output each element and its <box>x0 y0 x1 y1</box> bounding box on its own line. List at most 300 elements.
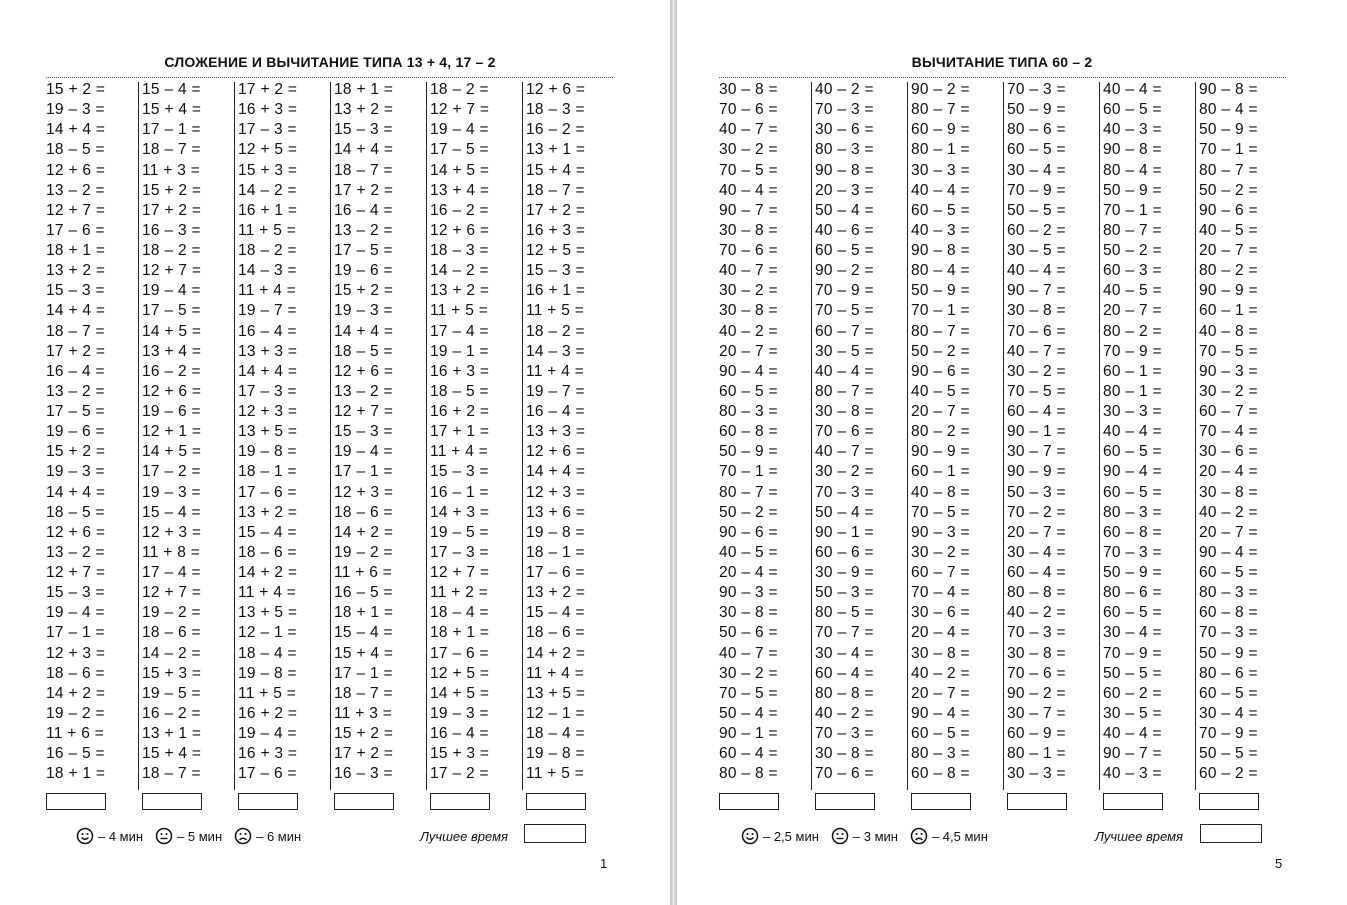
math-problem: 11 + 3 = <box>334 704 393 722</box>
column-time-box[interactable] <box>911 793 971 810</box>
math-problem: 60 – 4 = <box>1007 403 1066 420</box>
math-problem: 40 – 2 = <box>719 322 778 340</box>
math-problem: 70 – 6 = <box>719 242 778 259</box>
math-problem: 13 – 2 = <box>46 181 105 199</box>
math-problem: 70 – 1 = <box>911 302 970 320</box>
best-time-box[interactable] <box>1200 824 1262 843</box>
math-problem: 70 – 5 = <box>911 503 970 521</box>
math-problem: 17 – 2 = <box>142 463 201 481</box>
math-problem: 11 + 4 = <box>430 443 489 461</box>
math-problem: 70 – 3 = <box>815 725 874 742</box>
math-problem: 90 – 3 = <box>911 523 970 541</box>
math-problem: 60 – 4 = <box>1007 564 1066 581</box>
math-problem: 90 – 8 = <box>1199 81 1258 98</box>
math-problem: 13 + 1 = <box>142 725 202 742</box>
math-problem: 60 – 2 = <box>1199 765 1258 783</box>
math-problem: 40 – 5 = <box>911 382 970 400</box>
math-problem: 50 – 5 = <box>1103 664 1162 682</box>
math-problem: 30 – 8 = <box>1199 483 1258 501</box>
math-problem: 12 + 6 = <box>334 362 394 380</box>
math-problem: 13 + 5 = <box>238 423 298 441</box>
math-problem: 12 + 5 = <box>526 242 586 259</box>
math-problem: 30 – 2 = <box>719 282 778 300</box>
math-problem: 13 + 3 = <box>526 423 586 441</box>
column-time-box[interactable] <box>46 793 106 810</box>
math-problem: 17 – 6 = <box>46 221 105 239</box>
math-problem: 20 – 4 = <box>719 564 778 581</box>
math-problem: 19 – 4 = <box>142 282 201 300</box>
math-problem: 80 – 8 = <box>815 684 874 702</box>
problem-column-4 <box>1007 80 1095 790</box>
page-number: 1 <box>600 856 608 871</box>
math-problem: 17 – 1 = <box>142 121 201 139</box>
math-problem: 17 + 1 = <box>430 423 490 441</box>
best-time-label: Лучшее время <box>420 829 508 844</box>
math-problem: 80 – 7 = <box>719 483 778 501</box>
math-problem: 15 – 4 = <box>526 604 585 622</box>
math-problem: 19 – 5 = <box>142 684 201 702</box>
math-problem: 12 + 6 = <box>526 443 586 461</box>
math-problem: 80 – 7 = <box>1199 161 1258 179</box>
legend-item <box>831 827 898 845</box>
math-problem: 90 – 4 = <box>911 704 970 722</box>
math-problem: 30 – 5 = <box>1103 704 1162 722</box>
math-problem: 60 – 5 = <box>1199 684 1258 702</box>
math-problem: 16 – 4 = <box>238 322 297 340</box>
math-problem: 20 – 4 = <box>1199 463 1258 481</box>
math-problem: 70 – 1 = <box>1103 201 1162 219</box>
page-title: ВЫЧИТАНИЕ ТИПА 60 – 2 <box>911 54 1093 70</box>
math-problem: 15 – 4 = <box>238 523 297 541</box>
math-problem: 13 – 2 = <box>46 382 105 400</box>
math-problem: 17 – 2 = <box>430 765 489 783</box>
math-problem: 19 – 3 = <box>334 302 393 320</box>
math-problem: 17 – 6 = <box>526 564 585 581</box>
math-problem: 15 – 3 = <box>46 282 105 300</box>
math-problem: 15 – 3 = <box>46 584 105 602</box>
math-problem: 17 + 2 = <box>526 201 586 219</box>
math-problem: 17 + 2 = <box>142 201 202 219</box>
math-problem: 18 – 5 = <box>46 141 105 159</box>
column-time-box[interactable] <box>238 793 298 810</box>
math-problem: 13 + 5 = <box>238 604 298 622</box>
math-problem: 12 + 6 = <box>430 221 490 239</box>
smile-face-icon <box>76 827 94 845</box>
math-problem: 12 + 7 = <box>430 101 490 119</box>
math-problem: 17 – 5 = <box>142 302 201 320</box>
math-problem: 20 – 7 = <box>1199 242 1258 259</box>
math-problem: 90 – 4 = <box>719 362 778 380</box>
best-time-label: Лучшее время <box>1095 829 1183 844</box>
math-problem: 17 – 3 = <box>238 121 297 139</box>
math-problem: 16 + 2 = <box>238 704 298 722</box>
math-problem: 60 – 9 = <box>1007 725 1066 742</box>
math-problem: 16 – 4 = <box>430 725 489 742</box>
math-problem: 30 – 3 = <box>1103 403 1162 420</box>
math-problem: 80 – 6 = <box>1199 664 1258 682</box>
math-problem: 18 + 1 = <box>46 242 106 259</box>
math-problem: 30 – 8 = <box>719 81 778 98</box>
math-problem: 90 – 3 = <box>1199 362 1258 380</box>
math-problem: 16 – 4 = <box>334 201 393 219</box>
math-problem: 15 + 4 = <box>142 101 202 119</box>
time-legend <box>741 827 1000 845</box>
math-problem: 17 – 6 = <box>238 483 297 501</box>
math-problem: 18 + 1 = <box>430 624 490 642</box>
column-time-box[interactable] <box>1007 793 1067 810</box>
math-problem: 19 – 3 = <box>142 483 201 501</box>
math-problem: 50 – 3 = <box>815 584 874 602</box>
math-problem: 15 + 2 = <box>46 81 106 98</box>
math-problem: 40 – 7 = <box>719 262 778 280</box>
math-problem: 60 – 5 = <box>1103 101 1162 119</box>
math-problem: 15 – 4 = <box>142 503 201 521</box>
math-problem: 40 – 2 = <box>1007 604 1066 622</box>
math-problem: 14 – 2 = <box>238 181 297 199</box>
math-problem: 80 – 3 = <box>815 141 874 159</box>
math-problem: 70 – 9 = <box>1007 181 1066 199</box>
math-problem: 40 – 3 = <box>1103 765 1162 783</box>
math-problem: 11 + 5 = <box>238 221 297 239</box>
math-problem: 40 – 2 = <box>911 664 970 682</box>
math-problem: 17 – 6 = <box>238 765 297 783</box>
math-problem: 40 – 8 = <box>1199 322 1258 340</box>
math-problem: 14 – 3 = <box>238 262 297 280</box>
math-problem: 30 – 4 = <box>815 644 874 662</box>
math-problem: 19 – 3 = <box>430 704 489 722</box>
math-problem: 19 – 2 = <box>46 704 105 722</box>
math-problem: 40 – 2 = <box>815 81 874 98</box>
math-problem: 18 – 4 = <box>430 604 489 622</box>
math-problem: 14 + 4 = <box>334 141 394 159</box>
math-problem: 11 + 8 = <box>142 543 201 561</box>
math-problem: 80 – 8 = <box>1007 584 1066 602</box>
math-problem: 14 + 4 = <box>46 302 106 320</box>
math-problem: 19 – 7 = <box>238 302 297 320</box>
math-problem: 14 – 2 = <box>142 644 201 662</box>
best-time-box[interactable] <box>524 824 586 843</box>
math-problem: 19 – 3 = <box>46 463 105 481</box>
math-problem: 13 – 2 = <box>334 221 393 239</box>
neutral-face-icon <box>155 827 173 845</box>
book-gutter <box>670 0 677 905</box>
math-problem: 30 – 2 = <box>1199 382 1258 400</box>
neutral-face-icon <box>831 827 849 845</box>
math-problem: 18 – 6 = <box>526 624 585 642</box>
math-problem: 13 + 4 = <box>142 342 202 360</box>
math-problem: 18 – 7 = <box>142 765 201 783</box>
math-problem: 80 – 6 = <box>1007 121 1066 139</box>
math-problem: 50 – 6 = <box>719 624 778 642</box>
math-problem: 13 + 2 = <box>238 503 298 521</box>
math-problem: 18 – 2 = <box>142 242 201 259</box>
title-divider <box>719 77 1286 78</box>
math-problem: 14 + 2 = <box>238 564 298 581</box>
math-problem: 13 + 2 = <box>334 101 394 119</box>
math-problem: 14 + 4 = <box>526 463 586 481</box>
math-problem: 18 + 1 = <box>334 604 394 622</box>
math-problem: 18 + 1 = <box>334 81 394 98</box>
math-problem: 30 – 2 = <box>719 141 778 159</box>
math-problem: 17 + 2 = <box>334 181 394 199</box>
math-problem: 70 – 5 = <box>1007 382 1066 400</box>
math-problem: 70 – 1 = <box>719 463 778 481</box>
math-problem: 13 – 2 = <box>46 543 105 561</box>
math-problem: 17 – 5 = <box>334 242 393 259</box>
legend-time: – 4 мин <box>98 828 144 844</box>
math-problem: 70 – 6 = <box>719 101 778 119</box>
math-problem: 16 + 2 = <box>430 403 490 420</box>
problem-column-6 <box>526 80 614 790</box>
column-time-box[interactable] <box>719 793 779 810</box>
math-problem: 30 – 8 = <box>815 403 874 420</box>
math-problem: 30 – 2 = <box>1007 362 1066 380</box>
math-problem: 19 – 4 = <box>238 725 297 742</box>
legend-time: – 6 мин <box>256 828 302 844</box>
math-problem: 16 + 3 = <box>430 362 490 380</box>
math-problem: 60 – 7 = <box>1199 403 1258 420</box>
math-problem: 80 – 1 = <box>1103 382 1162 400</box>
math-problem: 13 + 1 = <box>526 141 586 159</box>
math-problem: 19 – 1 = <box>430 342 489 360</box>
math-problem: 17 – 3 = <box>430 543 489 561</box>
math-problem: 60 – 5 = <box>1103 604 1162 622</box>
math-problem: 40 – 4 = <box>815 362 874 380</box>
math-problem: 15 + 2 = <box>142 181 202 199</box>
math-problem: 70 – 9 = <box>1103 644 1162 662</box>
math-problem: 13 + 6 = <box>526 503 586 521</box>
math-problem: 60 – 5 = <box>1007 141 1066 159</box>
column-time-box[interactable] <box>526 793 586 810</box>
math-problem: 18 – 6 = <box>334 503 393 521</box>
problem-column-1 <box>46 80 134 790</box>
math-problem: 15 + 4 = <box>334 644 394 662</box>
math-problem: 70 – 1 = <box>1199 141 1258 159</box>
legend-item <box>741 827 819 845</box>
math-problem: 18 – 7 = <box>334 161 393 179</box>
math-problem: 90 – 9 = <box>1007 463 1066 481</box>
page-title: СЛОЖЕНИЕ И ВЫЧИТАНИЕ ТИПА 13 + 4, 17 – 2 <box>164 54 496 70</box>
math-problem: 70 – 9 = <box>815 282 874 300</box>
math-problem: 17 – 1 = <box>334 463 393 481</box>
math-problem: 12 + 3 = <box>334 483 394 501</box>
math-problem: 40 – 7 = <box>719 644 778 662</box>
problem-column-4 <box>334 80 422 790</box>
math-problem: 18 – 1 = <box>238 463 297 481</box>
math-problem: 90 – 1 = <box>719 725 778 742</box>
math-problem: 15 – 4 = <box>142 81 201 98</box>
math-problem: 16 + 3 = <box>238 101 298 119</box>
math-problem: 60 – 6 = <box>815 543 874 561</box>
math-problem: 30 – 8 = <box>815 745 874 763</box>
math-problem: 19 – 8 = <box>526 523 585 541</box>
math-problem: 50 – 3 = <box>1007 483 1066 501</box>
math-problem: 18 – 7 = <box>334 684 393 702</box>
problem-column-6 <box>1199 80 1287 790</box>
math-problem: 30 – 2 = <box>815 463 874 481</box>
column-time-box[interactable] <box>1199 793 1259 810</box>
math-problem: 15 + 3 = <box>142 664 202 682</box>
math-problem: 40 – 6 = <box>815 221 874 239</box>
math-problem: 50 – 4 = <box>815 503 874 521</box>
math-problem: 18 – 4 = <box>526 725 585 742</box>
math-problem: 60 – 1 = <box>911 463 970 481</box>
math-problem: 60 – 4 = <box>815 664 874 682</box>
problem-column-5 <box>1103 80 1191 790</box>
legend-item <box>910 827 988 845</box>
math-problem: 30 – 8 = <box>719 221 778 239</box>
math-problem: 12 + 7 = <box>46 564 106 581</box>
math-problem: 15 + 3 = <box>430 745 490 763</box>
math-problem: 90 – 8 = <box>815 161 874 179</box>
problem-column-3 <box>238 80 326 790</box>
math-problem: 12 + 7 = <box>430 564 490 581</box>
column-time-box[interactable] <box>815 793 875 810</box>
math-problem: 11 + 4 = <box>526 362 585 380</box>
math-problem: 11 + 4 = <box>238 584 297 602</box>
math-problem: 15 – 4 = <box>334 624 393 642</box>
sad-face-icon <box>234 827 252 845</box>
math-problem: 18 – 5 = <box>430 382 489 400</box>
math-problem: 70 – 9 = <box>1199 725 1258 742</box>
math-problem: 70 – 5 = <box>815 302 874 320</box>
math-problem: 15 – 3 = <box>430 463 489 481</box>
problem-column-1 <box>719 80 807 790</box>
math-problem: 14 + 3 = <box>430 503 490 521</box>
math-problem: 70 – 6 = <box>815 765 874 783</box>
math-problem: 19 – 4 = <box>334 443 393 461</box>
math-problem: 17 – 6 = <box>430 644 489 662</box>
math-problem: 19 – 5 = <box>430 523 489 541</box>
column-time-box[interactable] <box>430 793 490 810</box>
math-problem: 80 – 3 = <box>1103 503 1162 521</box>
math-problem: 90 – 7 = <box>1007 282 1066 300</box>
math-problem: 14 + 5 = <box>142 443 202 461</box>
math-problem: 12 + 7 = <box>334 403 394 420</box>
math-problem: 60 – 5 = <box>911 201 970 219</box>
math-problem: 19 – 7 = <box>526 382 585 400</box>
math-problem: 13 + 3 = <box>238 342 298 360</box>
math-problem: 19 – 2 = <box>142 604 201 622</box>
math-problem: 12 + 5 = <box>238 141 298 159</box>
math-problem: 80 – 3 = <box>911 745 970 763</box>
math-problem: 20 – 7 = <box>1103 302 1162 320</box>
math-problem: 60 – 4 = <box>719 745 778 763</box>
math-problem: 40 – 4 = <box>1103 423 1162 441</box>
math-problem: 30 – 8 = <box>1007 302 1066 320</box>
math-problem: 19 – 3 = <box>46 101 105 119</box>
math-problem: 18 – 2 = <box>238 242 297 259</box>
math-problem: 16 + 3 = <box>238 745 298 763</box>
math-problem: 80 – 4 = <box>1199 101 1258 119</box>
math-problem: 70 – 4 = <box>911 584 970 602</box>
math-problem: 18 – 7 = <box>46 322 105 340</box>
math-problem: 11 + 5 = <box>526 765 585 783</box>
math-problem: 30 – 4 = <box>1007 161 1066 179</box>
math-problem: 14 + 2 = <box>334 523 394 541</box>
math-problem: 70 – 3 = <box>1007 81 1066 98</box>
math-problem: 15 + 2 = <box>334 282 394 300</box>
math-problem: 90 – 2 = <box>815 262 874 280</box>
left-page <box>0 0 670 905</box>
math-problem: 16 – 4 = <box>46 362 105 380</box>
math-problem: 40 – 3 = <box>911 221 970 239</box>
math-problem: 40 – 7 = <box>719 121 778 139</box>
math-problem: 80 – 6 = <box>1103 584 1162 602</box>
column-time-box[interactable] <box>142 793 202 810</box>
math-problem: 80 – 3 = <box>1199 584 1258 602</box>
column-time-box[interactable] <box>334 793 394 810</box>
math-problem: 16 – 3 = <box>334 765 393 783</box>
math-problem: 16 – 5 = <box>334 584 393 602</box>
math-problem: 18 – 3 = <box>526 101 585 119</box>
legend-time: – 3 мин <box>852 828 898 844</box>
math-problem: 12 + 6 = <box>142 382 202 400</box>
math-problem: 50 – 9 = <box>1103 564 1162 581</box>
math-problem: 70 – 9 = <box>1103 342 1162 360</box>
math-problem: 90 – 2 = <box>1007 684 1066 702</box>
math-problem: 18 – 6 = <box>238 543 297 561</box>
math-problem: 80 – 7 = <box>815 382 874 400</box>
math-problem: 50 – 4 = <box>719 704 778 722</box>
math-problem: 15 + 2 = <box>46 443 106 461</box>
math-problem: 14 + 4 = <box>334 322 394 340</box>
math-problem: 30 – 6 = <box>815 121 874 139</box>
math-problem: 40 – 4 = <box>1007 262 1066 280</box>
column-time-box[interactable] <box>1103 793 1163 810</box>
math-problem: 50 – 5 = <box>1199 745 1258 763</box>
math-problem: 60 – 7 = <box>815 322 874 340</box>
math-problem: 20 – 3 = <box>815 181 874 199</box>
math-problem: 19 – 2 = <box>334 543 393 561</box>
time-legend <box>76 827 313 845</box>
math-problem: 16 – 2 = <box>142 704 201 722</box>
problem-column-2 <box>142 80 230 790</box>
math-problem: 40 – 4 = <box>1103 81 1162 98</box>
math-problem: 80 – 1 = <box>1007 745 1066 763</box>
math-problem: 18 – 6 = <box>46 664 105 682</box>
math-problem: 17 + 2 = <box>238 81 298 98</box>
math-problem: 14 + 5 = <box>430 684 490 702</box>
math-problem: 17 – 5 = <box>430 141 489 159</box>
math-problem: 80 – 1 = <box>911 141 970 159</box>
math-problem: 80 – 2 = <box>1199 262 1258 280</box>
math-problem: 90 – 4 = <box>1199 543 1258 561</box>
math-problem: 15 + 2 = <box>334 725 394 742</box>
math-problem: 15 + 4 = <box>142 745 202 763</box>
math-problem: 40 – 5 = <box>719 543 778 561</box>
math-problem: 20 – 7 = <box>911 403 970 420</box>
math-problem: 17 – 1 = <box>334 664 393 682</box>
math-problem: 18 – 4 = <box>238 644 297 662</box>
math-problem: 90 – 6 = <box>719 523 778 541</box>
math-problem: 80 – 5 = <box>815 604 874 622</box>
math-problem: 80 – 2 = <box>1103 322 1162 340</box>
math-problem: 30 – 8 = <box>719 302 778 320</box>
math-problem: 11 + 5 = <box>238 684 297 702</box>
math-problem: 40 – 4 = <box>1103 725 1162 742</box>
math-problem: 30 – 2 = <box>911 543 970 561</box>
math-problem: 50 – 9 = <box>1199 121 1258 139</box>
math-problem: 16 – 1 = <box>430 483 489 501</box>
math-problem: 60 – 8 = <box>719 423 778 441</box>
math-problem: 15 – 3 = <box>334 423 393 441</box>
math-problem: 70 – 5 = <box>719 684 778 702</box>
problem-column-5 <box>430 80 518 790</box>
math-problem: 18 – 3 = <box>430 242 489 259</box>
math-problem: 20 – 7 = <box>911 684 970 702</box>
math-problem: 12 + 5 = <box>430 664 490 682</box>
